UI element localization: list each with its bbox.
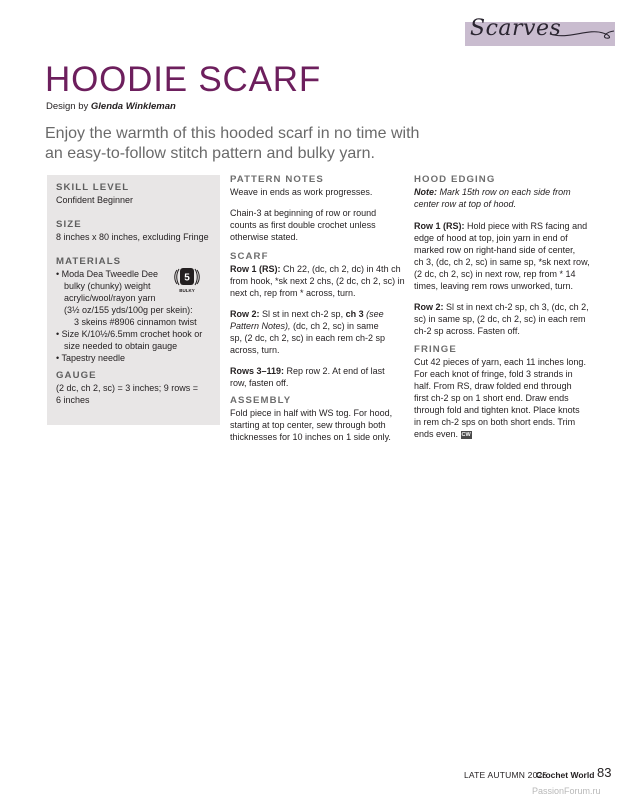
row-text: ch-2 sp across. Fasten off. <box>414 326 520 336</box>
intro-line: Enjoy the warmth of this hooded scarf in no time with <box>45 125 420 142</box>
fringe-text: Cut 42 pieces of yarn, each 11 inches long. <box>414 357 586 367</box>
size-value: 8 inches x 80 inches, excluding Fringe <box>56 232 209 242</box>
note-part: Mark 15th row on each side from <box>439 187 571 197</box>
size-heading: SIZE <box>56 219 82 230</box>
material-line: • Moda Dea Tweedle Dee <box>56 269 159 279</box>
fringe-text-part: ends even. <box>414 429 459 439</box>
materials-heading: MATERIALS <box>56 256 122 267</box>
bulky-label: BULKY <box>179 288 195 293</box>
row-text-part: (dc, ch 2, sc) in same <box>293 321 379 331</box>
note-text <box>414 186 604 198</box>
row-text <box>230 263 405 275</box>
row-text: sc) in same sp, (2 dc, ch 2, sc) in each rem <box>414 314 586 324</box>
sidebar-content <box>56 182 218 406</box>
row-italic-part: Pattern Notes), <box>230 321 291 331</box>
row-italic-part: (see <box>366 309 384 319</box>
row-text: row, fasten off. <box>230 378 289 388</box>
row-label: Row 2: <box>230 309 260 319</box>
material-line: • Tapestry needle <box>56 353 126 363</box>
fringe-text: For each knot of fringe, fold 3 strands in <box>414 369 573 379</box>
row-label: Rows 3–119: <box>230 366 285 376</box>
assembly-text: starting at top center, sew through both <box>230 420 386 430</box>
row-text: next ch, rep from * across, turn. <box>230 288 356 298</box>
fringe-text: in rem ch-2 sps on both short ends. Trim <box>414 417 576 427</box>
notes-heading: PATTERN NOTES <box>230 174 324 185</box>
assembly-heading: ASSEMBLY <box>230 395 292 406</box>
row-bold-part: ch 3 <box>345 309 364 319</box>
row-text <box>414 220 604 232</box>
hood-heading: HOOD EDGING <box>414 174 496 185</box>
notes-text: Chain-3 at beginning of row or round <box>230 208 377 218</box>
row-label: Row 1 (RS): <box>230 264 281 274</box>
assembly-text: Fold piece in half with WS tog. For hood, <box>230 408 393 418</box>
notes-text: otherwise stated. <box>230 232 299 242</box>
row-text <box>230 308 405 320</box>
row-text <box>414 301 604 313</box>
material-line: (3½ oz/155 yds/100g per skein): <box>64 305 193 315</box>
note-label: Note: <box>414 187 437 197</box>
row-text: ch 3, (dc, ch 2, sc) in same sp, *sk next row, <box>414 257 590 267</box>
material-line: • Size K/10½/6.5mm crochet hook or <box>56 329 203 339</box>
row-text: (2 dc, ch 2, sc) in next row, rep from * 14 <box>414 269 576 279</box>
gauge-heading: GAUGE <box>56 370 97 381</box>
skill-value: Confident Beginner <box>56 195 134 205</box>
pattern-title: HOODIE SCARF <box>45 60 322 99</box>
end-of-pattern-icon: CW <box>461 431 471 438</box>
row-text: from hook, *sk next 2 chs, (2 dc, ch 2, sc) in <box>230 276 405 286</box>
note-text <box>414 198 604 210</box>
assembly-text: thicknesses for 10 inches on 1 side only. <box>230 432 391 442</box>
column-pattern <box>230 174 405 443</box>
page-number: 83 <box>597 765 612 780</box>
bulky-number: 5 <box>184 272 190 284</box>
gauge-line: (2 dc, ch 2, sc) = 3 inches; 9 rows = <box>56 383 199 393</box>
material-line: bulky (chunky) weight <box>64 281 151 291</box>
row-text-part: Rep row 2. At end of last <box>286 366 385 376</box>
row-text: times, leaving rem rows unworked, turn. <box>414 281 574 291</box>
row-text <box>230 320 405 332</box>
row-label: Row 1 (RS): <box>414 221 465 231</box>
scarf-heading: SCARF <box>230 251 269 262</box>
bulky-yarn-icon <box>174 264 200 294</box>
gauge-line: 6 inches <box>56 395 90 405</box>
row-text-part: Sl st in next ch-2 sp, <box>262 309 344 319</box>
note-part: center row at top of hood. <box>414 199 517 209</box>
material-line: size needed to obtain gauge <box>64 341 178 351</box>
fringe-text: half. From RS, draw folded end through <box>414 381 572 391</box>
row-text-part: Sl st in next ch-2 sp, ch 3, (dc, ch 2, <box>446 302 589 312</box>
row-text-part: Ch 22, (dc, ch 2, dc) in 4th ch <box>283 264 401 274</box>
skill-heading: SKILL LEVEL <box>56 182 130 193</box>
watermark: PassionForum.ru <box>532 786 601 796</box>
notes-text: counts as first double crochet unless <box>230 220 376 230</box>
column-finishing <box>414 174 604 440</box>
row-text: marked row on right-hand side of center, <box>414 245 576 255</box>
row-text: sp, (2 dc, ch 2, sc) in each rem ch-2 sp <box>230 333 386 343</box>
intro-line: an easy-to-follow stitch pattern and bulky yarn. <box>45 145 375 162</box>
row-text: across, turn. <box>230 345 280 355</box>
byline-prefix: Design by <box>46 101 89 112</box>
material-line: acrylic/wool/rayon yarn <box>64 293 156 303</box>
footer-issue: LATE AUTUMN 2025 <box>464 770 548 780</box>
row-text <box>230 365 405 377</box>
intro-text <box>45 124 485 164</box>
row-text-part: Hold piece with RS facing and <box>467 221 588 231</box>
row-text: edge of hood at top, join yarn in end of <box>414 233 568 243</box>
fringe-text <box>414 428 604 440</box>
section-tag: Scarves <box>470 16 562 41</box>
row-label: Row 2: <box>414 302 444 312</box>
swirl-flourish-icon <box>548 24 618 44</box>
material-line: 3 skeins #8906 cinnamon twist <box>74 317 197 327</box>
fringe-text: through fold and tighten knot. Place knots <box>414 405 580 415</box>
fringe-text: first ch-2 sp on 1 short end. Draw ends <box>414 393 569 403</box>
footer-magazine: Crochet World <box>536 770 595 780</box>
byline <box>46 101 176 112</box>
designer-name: Glenda Winkleman <box>90 101 176 112</box>
fringe-heading: FRINGE <box>414 344 457 355</box>
notes-text: Weave in ends as work progresses. <box>230 187 373 197</box>
